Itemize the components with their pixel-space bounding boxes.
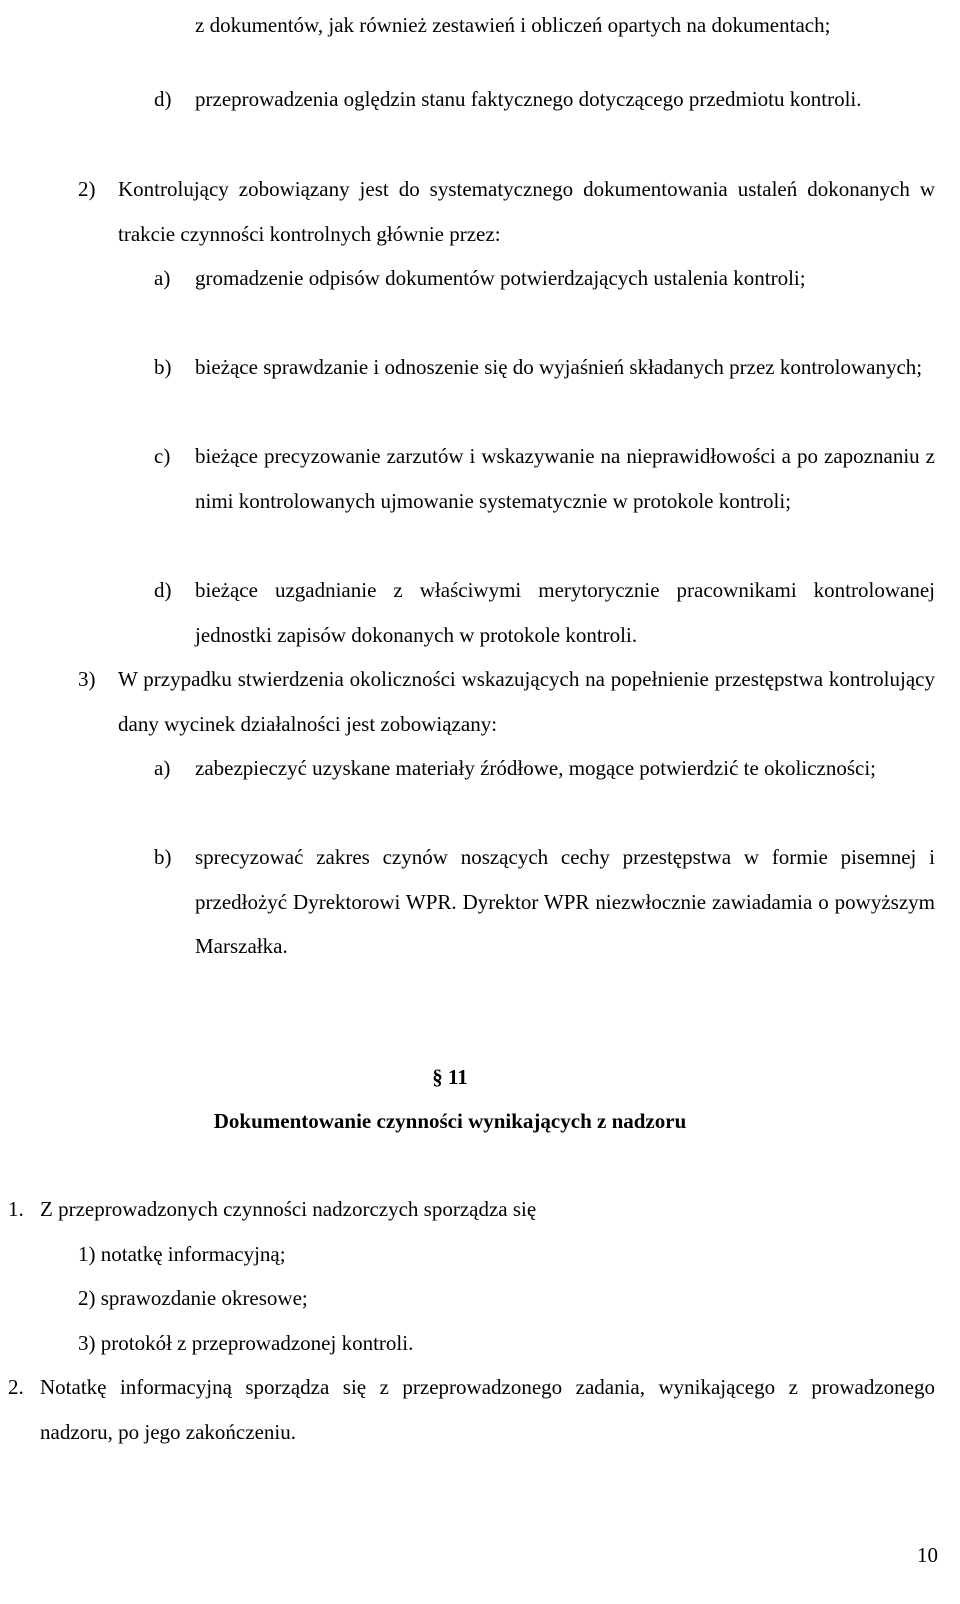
item-text: bieżące uzgadnianie z właściwymi merytorycznie pracownikami kontrolowanej jednostki zapisów dokonanych w protokole kontroli. — [195, 578, 935, 647]
item-label: a) — [154, 266, 171, 290]
section-number: § 11 — [432, 1065, 468, 1089]
item-label: a) — [154, 756, 171, 780]
list-text: Notatkę informacyjną sporządza się z przeprowadzonego zadania, wynikającego z prowadzonego nadzoru, po jego zakończeniu. — [40, 1375, 935, 1444]
item-label: d) — [154, 87, 172, 111]
item-label: d) — [154, 578, 172, 602]
item-label: b) — [154, 355, 172, 379]
sub-item: 3) protokół z przeprowadzonej kontroli. — [78, 1331, 414, 1355]
point-text: W przypadku stwierdzenia okoliczności wskazujących na popełnienie przestępstwa kontrolujący dany wycinek działalności jest zobowiązany: — [118, 667, 935, 736]
list-number: 2. — [8, 1375, 24, 1399]
item-text: gromadzenie odpisów dokumentów potwierdzających ustalenia kontroli; — [195, 266, 806, 290]
section-title: Dokumentowanie czynności wynikających z nadzoru — [213, 1109, 687, 1133]
list-text: Z przeprowadzonych czynności nadzorczych sporządza się — [40, 1197, 537, 1221]
item-text: przeprowadzenia oględzin stanu faktycznego dotyczącego przedmiotu kontroli. — [195, 87, 862, 111]
sub-item: 1) notatkę informacyjną; — [78, 1242, 286, 1266]
item-text: bieżące sprawdzanie i odnoszenie się do wyjaśnień składanych przez kontrolowanych; — [195, 355, 923, 379]
point-label: 3) — [78, 667, 96, 691]
point-text: Kontrolujący zobowiązany jest do systematycznego dokumentowania ustaleń dokonanych w trakcie czynności kontrolnych głównie przez: — [118, 177, 935, 246]
item-text: sprecyzować zakres czynów noszących cechy przestępstwa w formie pisemnej i przedłożyć Dyrektorowi WPR. Dyrektor WPR niezwłocznie zawiadamia o powyższym Marszałka. — [195, 845, 935, 958]
item-label: b) — [154, 845, 172, 869]
list-number: 1. — [8, 1197, 24, 1221]
item-label: c) — [154, 444, 171, 468]
sub-item: 2) sprawozdanie okresowe; — [78, 1286, 308, 1310]
item-text: bieżące precyzowanie zarzutów i wskazywanie na nieprawidłowości a po zapoznaniu z nimi kontrolowanych ujmowanie systematycznie w protokole kontroli; — [195, 444, 935, 513]
item-text: zabezpieczyć uzyskane materiały źródłowe, mogące potwierdzić te okoliczności; — [195, 756, 877, 780]
page-number: 10 — [917, 1543, 938, 1567]
point-label: 2) — [78, 177, 96, 201]
continuation-text: z dokumentów, jak również zestawień i obliczeń opartych na dokumentach; — [195, 13, 831, 37]
